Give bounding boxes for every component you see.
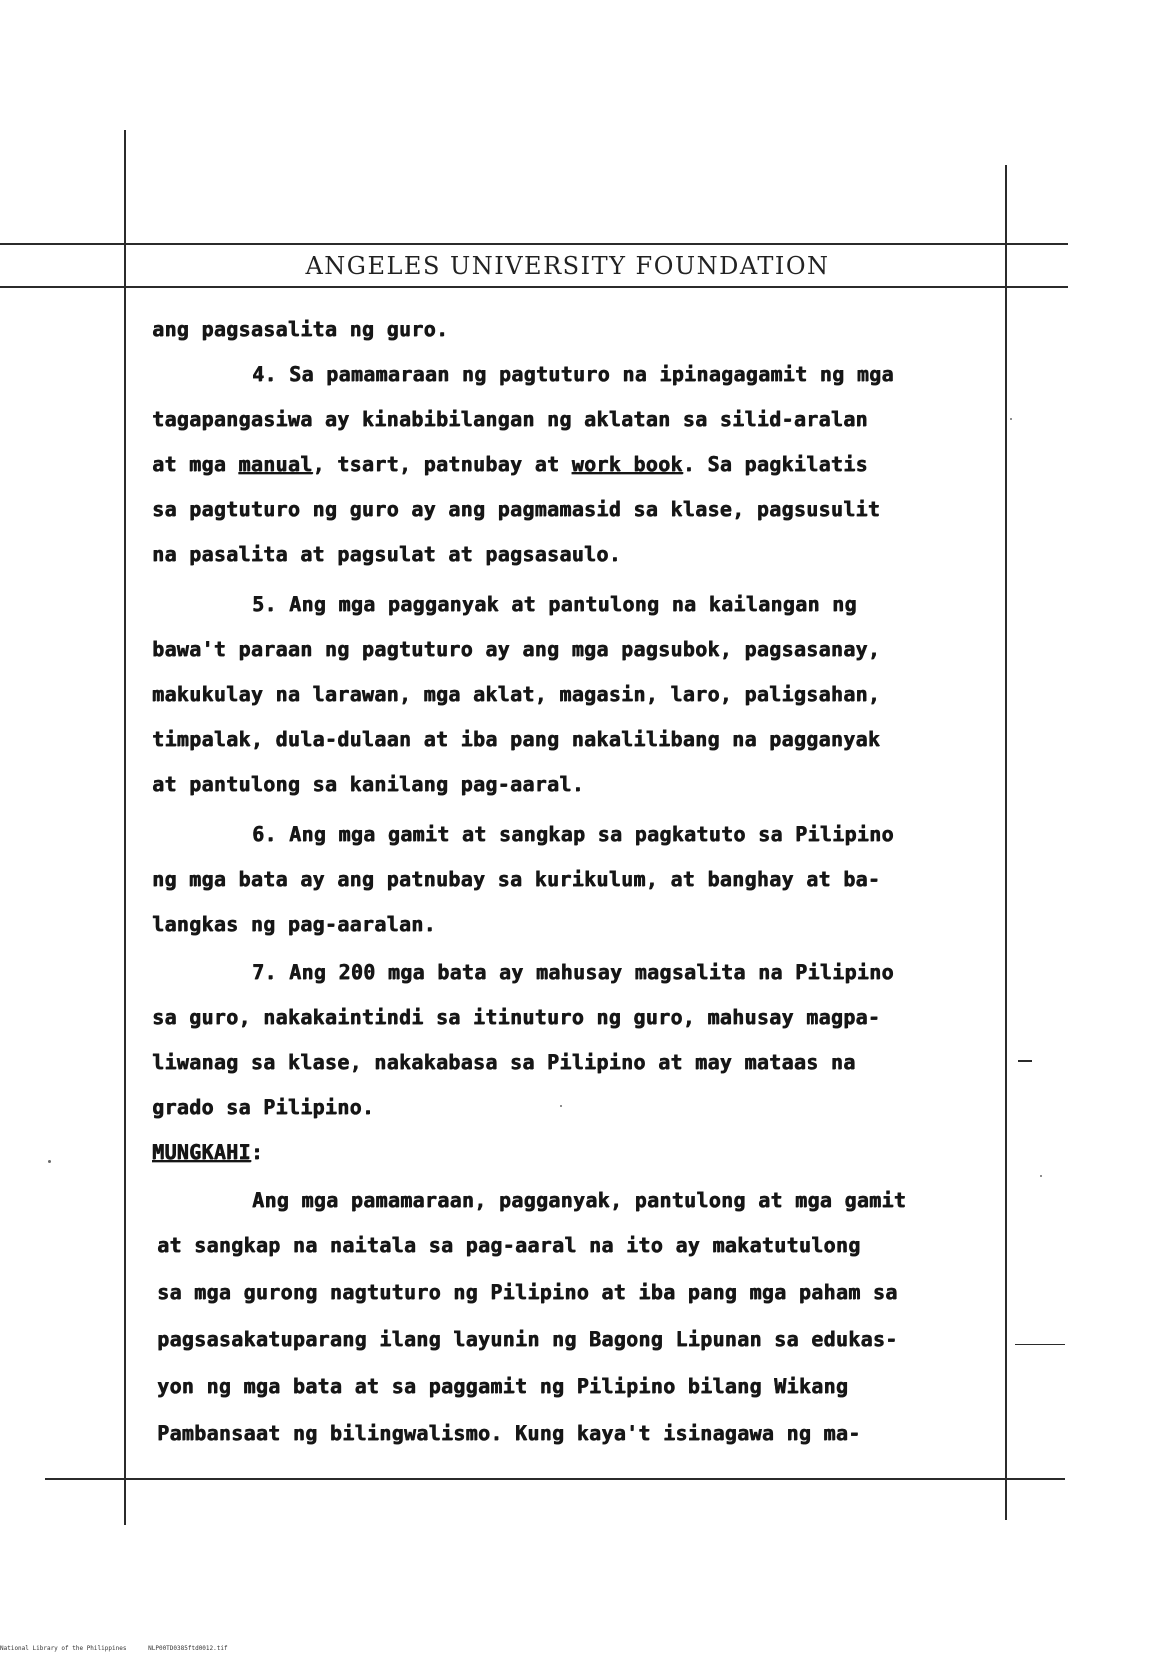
text-line: tagapangasiwa ay kinabibilangan ng aklatan sa silid-aralan	[152, 407, 868, 431]
text-line: ang pagsasalita ng guro.	[152, 317, 449, 341]
text-line: langkas ng pag-aaralan.	[152, 912, 436, 936]
footer-file-id: NLP00TD0385ftd0012.tif	[148, 1645, 228, 1652]
header-bottom-rule	[0, 286, 1068, 288]
right-margin-rule	[1005, 165, 1007, 1520]
text-segment: , tsart, patnubay at	[312, 452, 572, 476]
text-line: na pasalita at pagsulat at pagsasaulo.	[152, 542, 621, 566]
text-line: bawa't paraan ng pagtuturo ay ang mga pagsubok, pagsasanay,	[152, 637, 881, 661]
text-line: 4. Sa pamamaraan ng pagtuturo na ipinagagamit ng mga	[252, 362, 894, 386]
text-line: timpalak, dula-dulaan at iba pang nakalilibang na pagganyak	[152, 727, 881, 751]
text-line: sa pagtuturo ng guro ay ang pagmamasid sa klase, pagsusulit	[152, 497, 881, 521]
text-segment: . Sa pagkilatis	[682, 452, 868, 476]
text-line: sa mga gurong nagtuturo ng Pilipino at iba pang mga paham sa	[157, 1280, 898, 1304]
text-line: liwanag sa klase, nakakabasa sa Pilipino at may mataas na	[152, 1050, 856, 1074]
scan-speck	[560, 1105, 562, 1107]
text-line: Pambansaat ng bilingwalismo. Kung kaya't isinagawa ng ma-	[157, 1421, 861, 1445]
text-line: 6. Ang mga gamit at sangkap sa pagkatuto sa Pilipino	[252, 822, 894, 846]
text-line: ng mga bata ay ang patnubay sa kurikulum, at banghay at ba-	[152, 867, 881, 891]
header-top-rule	[0, 243, 1068, 245]
text-line: sa guro, nakakaintindi sa itinuturo ng guro, mahusay magpa-	[152, 1005, 881, 1029]
text-line: at pantulong sa kanilang pag-aaral.	[152, 772, 584, 796]
text-line: pagsasakatuparang ilang layunin ng Bagong Lipunan sa edukas-	[157, 1327, 898, 1351]
text-line: yon ng mga bata at sa paggamit ng Pilipino bilang Wikang	[157, 1374, 849, 1398]
page-header-title: ANGELES UNIVERSITY FOUNDATION	[305, 252, 830, 280]
text-line: grado sa Pilipino.	[152, 1095, 375, 1119]
scan-speck	[1010, 418, 1012, 420]
right-tick-mark	[1018, 1060, 1032, 1062]
text-line: 7. Ang 200 mga bata ay mahusay magsalita na Pilipino	[252, 960, 894, 984]
text-line: makukulay na larawan, mga aklat, magasin, laro, paligsahan,	[152, 682, 881, 706]
text-line: 5. Ang mga pagganyak at pantulong na kailangan ng	[252, 592, 857, 616]
section-heading-colon: :	[250, 1140, 264, 1164]
right-tick-mark-2	[1015, 1344, 1065, 1345]
section-heading-label: MUNGKAHI	[152, 1140, 251, 1164]
underlined-term: work book	[571, 452, 683, 476]
text-segment: at mga	[152, 452, 239, 476]
left-margin-rule	[124, 130, 126, 1525]
section-heading	[152, 1140, 263, 1164]
text-line	[152, 452, 868, 476]
text-line: Ang mga pamamaraan, pagganyak, pantulong at mga gamit	[252, 1188, 907, 1212]
scan-speck	[48, 1160, 51, 1163]
scan-speck	[1040, 1175, 1042, 1177]
underlined-term: manual	[238, 452, 313, 476]
footer-source: National Library of the Philippines	[0, 1645, 127, 1652]
text-line: at sangkap na naitala sa pag-aaral na ito ay makatutulong	[157, 1233, 861, 1257]
bottom-rule	[45, 1478, 1065, 1480]
scan-footer	[0, 1645, 228, 1652]
